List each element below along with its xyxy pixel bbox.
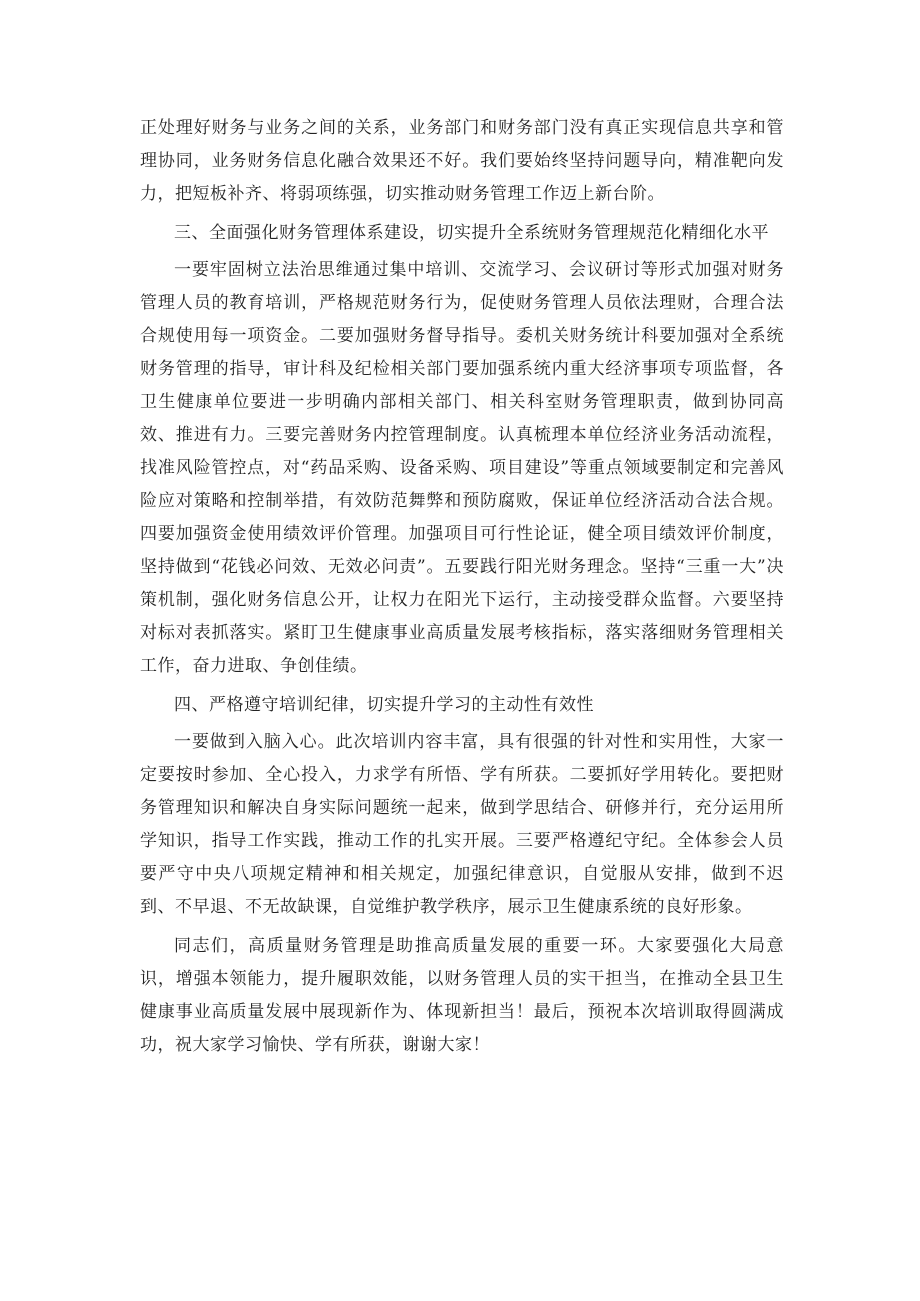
paragraph-section-3: 一要牢固树立法治思维通过集中培训、交流学习、会议研讨等形式加强对财务管理人员的教育培训，严格规范财务行为，促使财务管理人员依法理财，合理合法合规使用每一项资金。二要加强财务督导指导。委机关财务统计科要加强对全系统财务管理的指导，审计科及纪检相关部门要加强系统内重大经济事项专项监督，各卫生健康单位要进一步明确内部相关部门、相关科室财务管理职责，做到协同高效、推进有力。三要完善财务内控管理制度。认真梳理本单位经济业务活动流程，找准风险管控点，对“药品采购、设备采购、项目建设”等重点领域要制定和完善风险应对策略和控制举措，有效防范舞弊和预防腐败，保证单位经济活动合法合规。四要加强资金使用绩效评价管理。加强项目可行性论证，健全项目绩效评价制度，坚持做到“花钱必问效、无效必问责”。五要践行阳光财务理念。坚持“三重一大”决策机制，强化财务信息公开，让权力在阳光下运行，主动接受群众监督。六要坚持对标对表抓落实。紧盯卫生健康事业高质量发展考核指标，落实落细财务管理相关工作，奋力进取、争创佳绩。 (140, 260, 784, 676)
section-heading-4: 四、严格遵守培训纪律，切实提升学习的主动性有效性 (174, 695, 594, 715)
paragraph-section-4: 一要做到入脑入心。此次培训内容丰富，具有很强的针对性和实用性，大家一定要按时参加、全心投入，力求学有所悟、学有所获。二要抓好学用转化。要把财务管理知识和解决自身实际问题统一起来，做到学思结合、研修并行，充分运用所学知识，指导工作实践，推动工作的扎实开展。三要严格遵纪守纪。全体参会人员要严守中央八项规定精神和相关规定，加强纪律意识，自觉服从安排，做到不迟到、不早退、不无故缺课，自觉维护教学秩序，展示卫生健康系统的良好形象。 (140, 732, 784, 917)
paragraph-continued: 正处理好财务与业务之间的关系，业务部门和财务部门没有真正实现信息共享和管理协同，业务财务信息化融合效果还不好。我们要始终坚持问题导向，精准靶向发力，把短板补齐、将弱项练强，切实推动财务管理工作迈上新台阶。 (140, 118, 784, 204)
paragraph-closing: 同志们，高质量财务管理是助推高质量发展的重要一环。大家要强化大局意识，增强本领能力，提升履职效能，以财务管理人员的实干担当，在推动全县卫生健康事业高质量发展中展现新作为、体现新担当！最后，预祝本次培训取得圆满成功，祝大家学习愉快、学有所获，谢谢大家！ (140, 936, 784, 1055)
document-body (140, 112, 784, 1068)
section-heading-3: 三、全面强化财务管理体系建设，切实提升全系统财务管理规范化精细化水平 (174, 223, 769, 243)
